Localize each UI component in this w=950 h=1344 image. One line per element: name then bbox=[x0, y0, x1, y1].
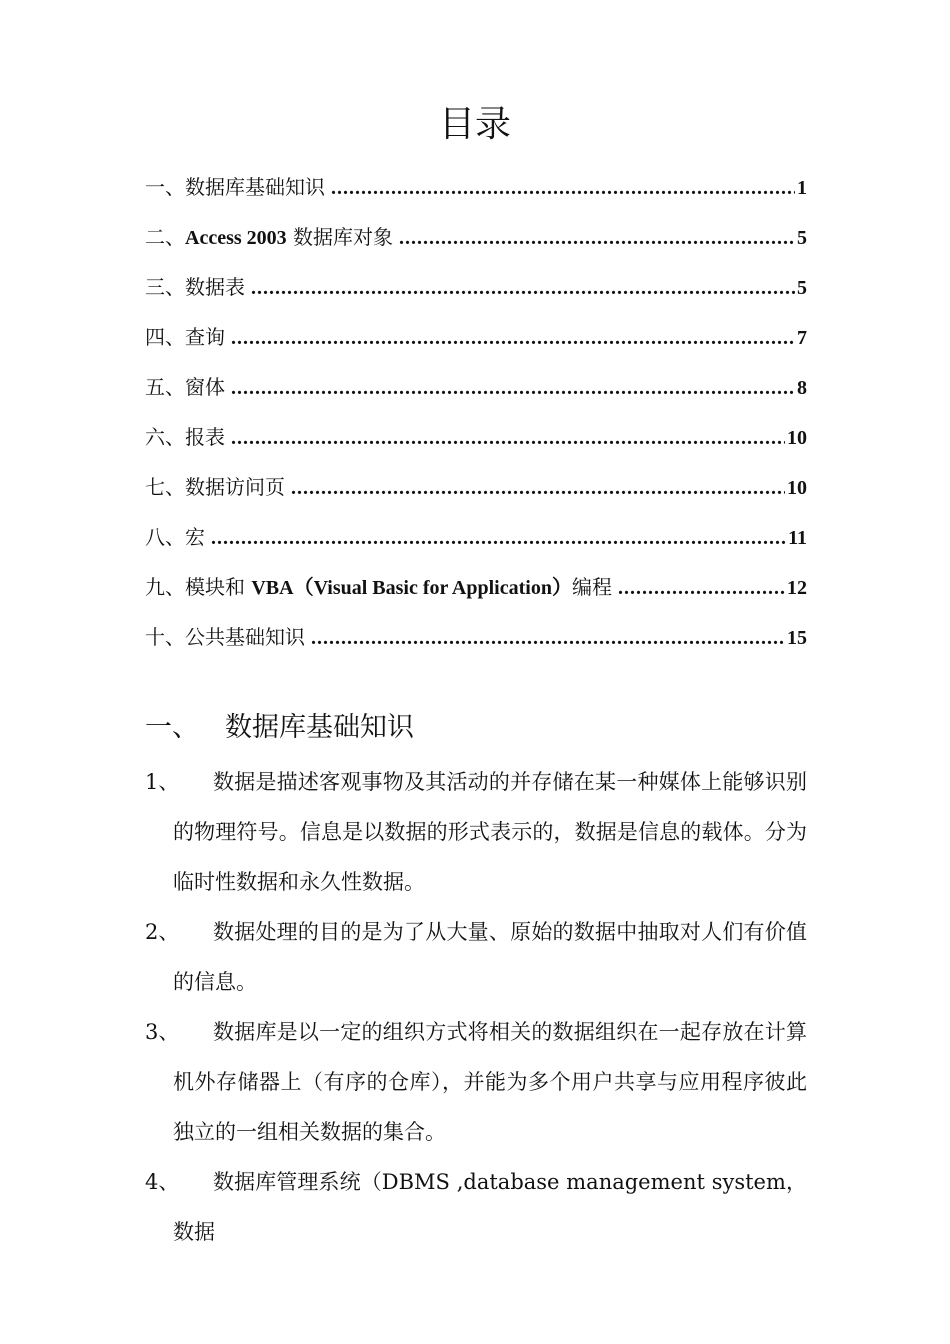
page-title: 目录 bbox=[438, 104, 511, 145]
toc-leader-dots bbox=[251, 263, 795, 313]
list-item-number: 3、 bbox=[145, 1020, 180, 1044]
toc-entry-label: 数据库基础知识 bbox=[185, 175, 325, 199]
toc-entry-label: 报表 bbox=[185, 425, 225, 449]
toc-entry-label: 窗体 bbox=[185, 375, 225, 399]
toc-leader-dots bbox=[291, 463, 785, 513]
numbered-list bbox=[145, 757, 807, 1257]
section-title: 数据库基础知识 bbox=[225, 712, 414, 743]
toc-entry[interactable] bbox=[145, 162, 807, 212]
list-item bbox=[145, 1157, 807, 1257]
toc-entry[interactable] bbox=[145, 262, 807, 312]
table-of-contents bbox=[145, 162, 807, 662]
list-item-number: 2、 bbox=[145, 920, 180, 944]
toc-entry-number: 四、 bbox=[145, 325, 185, 349]
toc-entry-number: 七、 bbox=[145, 475, 185, 499]
toc-leader-dots bbox=[211, 513, 786, 563]
toc-entry-page: 10 bbox=[787, 477, 807, 499]
toc-entry-page: 8 bbox=[797, 377, 807, 399]
toc-entry-number: 五、 bbox=[145, 375, 185, 399]
toc-entry-label: 模块和 VBA（Visual Basic for Application）编程 bbox=[185, 575, 612, 599]
toc-entry-page: 5 bbox=[797, 277, 807, 299]
list-item-number: 1、 bbox=[145, 770, 180, 794]
toc-entry-page: 15 bbox=[787, 627, 807, 649]
toc-entry-number: 三、 bbox=[145, 275, 185, 299]
list-item-text: 数据处理的目的是为了从大量、原始的数据中抽取对人们有价值的信息。 bbox=[173, 920, 807, 994]
toc-entry-label: 数据表 bbox=[185, 275, 245, 299]
toc-leader-dots bbox=[311, 613, 785, 663]
toc-entry[interactable] bbox=[145, 562, 807, 612]
toc-entry-number: 八、 bbox=[145, 525, 185, 549]
toc-entry-page: 11 bbox=[788, 527, 807, 549]
list-item-text: 数据库管理系统（DBMS ,database management system，数据 bbox=[173, 1170, 807, 1244]
toc-leader-dots bbox=[331, 163, 795, 213]
toc-entry-label: 查询 bbox=[185, 325, 225, 349]
toc-entry[interactable] bbox=[145, 462, 807, 512]
toc-entry-number: 十、 bbox=[145, 625, 185, 649]
section-heading bbox=[145, 703, 414, 753]
toc-leader-dots bbox=[399, 213, 795, 263]
toc-entry-page: 1 bbox=[797, 177, 807, 199]
toc-entry-page: 10 bbox=[787, 427, 807, 449]
list-item bbox=[145, 1007, 807, 1157]
toc-entry[interactable] bbox=[145, 212, 807, 262]
list-item-text: 数据是描述客观事物及其活动的并存储在某一种媒体上能够识别的物理符号。信息是以数据的形式表示的，数据是信息的载体。分为临时性数据和永久性数据。 bbox=[173, 770, 807, 894]
toc-entry-number: 一、 bbox=[145, 175, 185, 199]
toc-entry-number: 六、 bbox=[145, 425, 185, 449]
toc-entry[interactable] bbox=[145, 612, 807, 662]
toc-entry-page: 5 bbox=[797, 227, 807, 249]
toc-entry-page: 12 bbox=[787, 577, 807, 599]
toc-entry[interactable] bbox=[145, 412, 807, 462]
toc-entry[interactable] bbox=[145, 362, 807, 412]
toc-entry-label: 公共基础知识 bbox=[185, 625, 305, 649]
toc-entry[interactable] bbox=[145, 512, 807, 562]
section-number: 一、 bbox=[145, 712, 199, 743]
toc-entry-label: Access 2003 数据库对象 bbox=[185, 225, 393, 249]
toc-leader-dots bbox=[618, 563, 785, 613]
list-item bbox=[145, 907, 807, 1007]
toc-entry[interactable] bbox=[145, 312, 807, 362]
toc-leader-dots bbox=[231, 363, 795, 413]
list-item bbox=[145, 757, 807, 907]
toc-entry-label: 宏 bbox=[185, 525, 205, 549]
toc-leader-dots bbox=[231, 413, 785, 463]
toc-entry-label: 数据访问页 bbox=[185, 475, 285, 499]
toc-entry-number: 二、 bbox=[145, 225, 185, 249]
list-item-text: 数据库是以一定的组织方式将相关的数据组织在一起存放在计算机外存储器上（有序的仓库），并能为多个用户共享与应用程序彼此独立的一组相关数据的集合。 bbox=[173, 1020, 807, 1144]
toc-entry-number: 九、 bbox=[145, 575, 185, 599]
toc-entry-page: 7 bbox=[797, 327, 807, 349]
toc-leader-dots bbox=[231, 313, 795, 363]
list-item-number: 4、 bbox=[145, 1170, 180, 1194]
